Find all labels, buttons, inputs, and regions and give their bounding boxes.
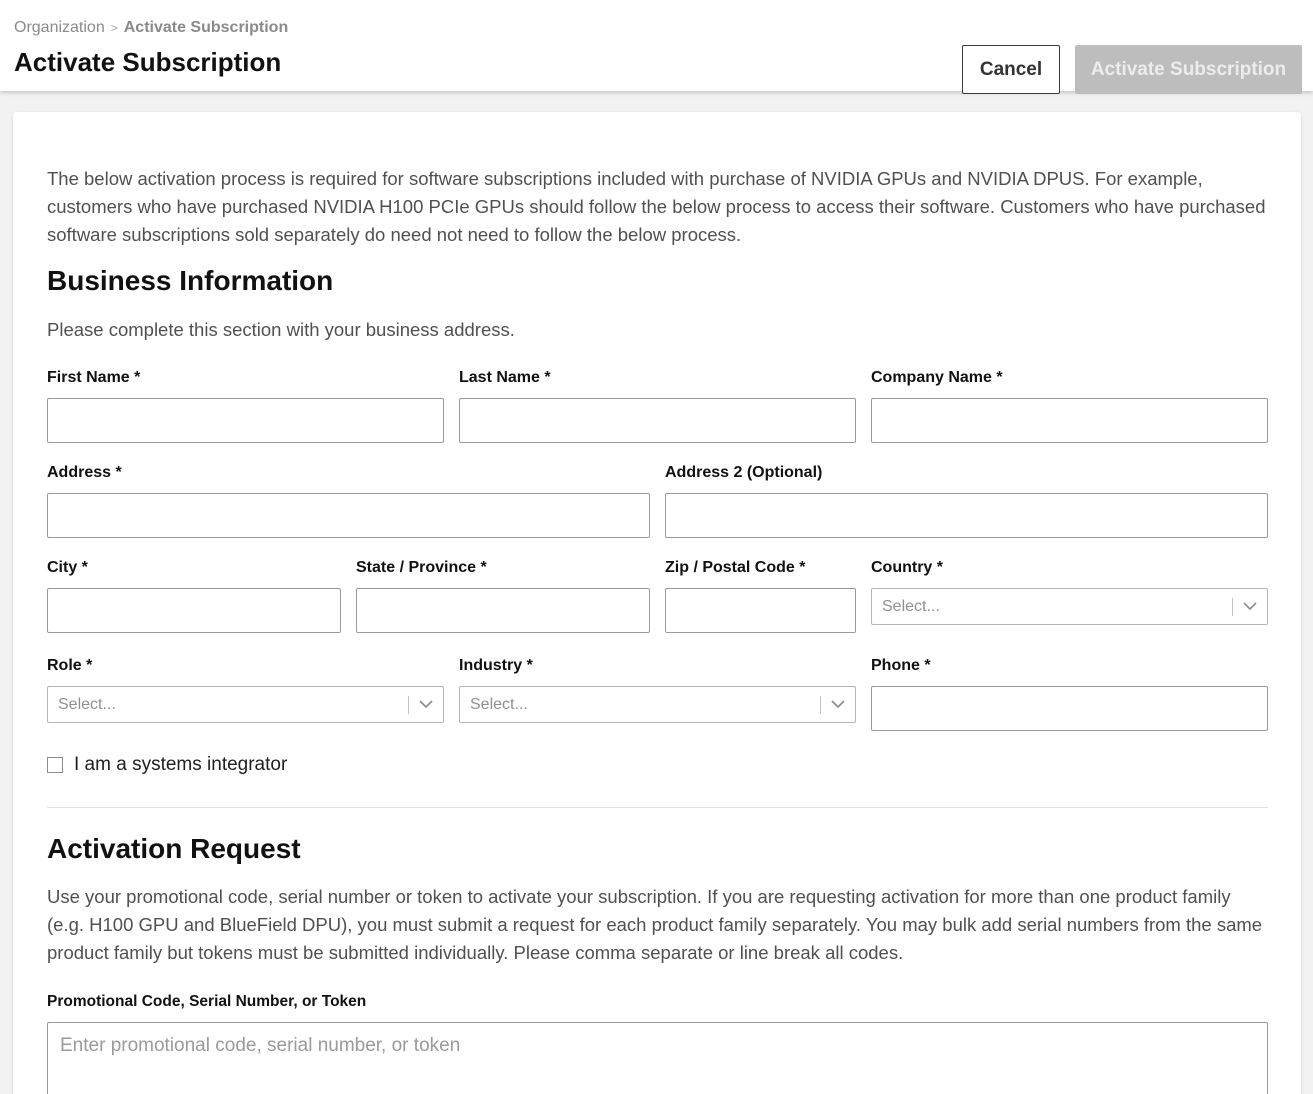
- company-name-input[interactable]: [871, 398, 1268, 443]
- page-header: [0, 0, 1313, 91]
- business-info-title: Business Information: [47, 265, 334, 296]
- state-input[interactable]: [356, 588, 650, 633]
- address-label: Address *: [47, 464, 122, 481]
- chevron-down-icon[interactable]: [409, 687, 443, 722]
- country-label: Country *: [871, 559, 943, 576]
- business-info-subtitle: Please complete this section with your business address.: [47, 319, 515, 340]
- systems-integrator-label[interactable]: I am a systems integrator: [74, 754, 288, 775]
- systems-integrator-checkbox[interactable]: [47, 757, 63, 773]
- country-select[interactable]: [871, 588, 1268, 625]
- phone-label: Phone *: [871, 657, 931, 674]
- first-name-label: First Name *: [47, 369, 141, 386]
- zip-input[interactable]: [665, 588, 856, 633]
- state-label: State / Province *: [356, 559, 487, 576]
- breadcrumb-current: Activate Subscription: [123, 19, 289, 36]
- form-card: [13, 112, 1301, 1094]
- industry-select[interactable]: [459, 686, 856, 723]
- intro-text: The below activation process is required for software subscriptions included with purchase of NVIDIA GPUs and NVIDIA DPUS. For example, customers who have purchased NVIDIA H100 PCIe GPUs should follow the below process to access their software. Customers who have purchased software subscriptions sold separately do need not need to follow the below process.: [47, 168, 1266, 245]
- section-divider: [47, 807, 1268, 808]
- address-input[interactable]: [47, 493, 650, 538]
- page-title: Activate Subscription: [14, 47, 282, 77]
- last-name-input[interactable]: [459, 398, 856, 443]
- role-label: Role *: [47, 657, 93, 674]
- industry-label: Industry *: [459, 657, 533, 674]
- code-label: Promotional Code, Serial Number, or Token: [47, 993, 367, 1010]
- address2-input[interactable]: [665, 493, 1268, 538]
- activate-subscription-button[interactable]: Activate Subscription: [1075, 45, 1302, 94]
- last-name-label: Last Name *: [459, 369, 551, 386]
- activation-request-title: Activation Request: [47, 833, 301, 864]
- city-label: City *: [47, 559, 88, 576]
- chevron-right-icon: >: [110, 21, 118, 35]
- chevron-down-icon[interactable]: [821, 687, 855, 722]
- breadcrumb-root-link[interactable]: Organization: [14, 19, 105, 36]
- first-name-input[interactable]: [47, 398, 444, 443]
- activation-request-description: Use your promotional code, serial number or token to activate your subscription. If you are requesting activation for more than one product family (e.g. H100 GPU and BlueField DPU), you must submit a request for each product family separately. You may bulk add serial numbers from the same product family but tokens must be submitted individually. Please comma separate or line break all codes.: [47, 886, 1263, 963]
- breadcrumb: [14, 19, 288, 37]
- role-select[interactable]: [47, 686, 444, 723]
- phone-input[interactable]: [871, 686, 1268, 731]
- role-select-placeholder: Select...: [58, 695, 116, 713]
- industry-select-placeholder: Select...: [470, 695, 528, 713]
- code-textarea[interactable]: Enter promotional code, serial number, or token: [47, 1022, 1268, 1094]
- city-input[interactable]: [47, 588, 341, 633]
- company-name-label: Company Name *: [871, 369, 1003, 386]
- cancel-button[interactable]: Cancel: [962, 45, 1060, 94]
- address2-label: Address 2 (Optional): [665, 464, 823, 481]
- zip-label: Zip / Postal Code *: [665, 559, 806, 576]
- country-select-placeholder: Select...: [882, 597, 940, 615]
- chevron-down-icon[interactable]: [1233, 589, 1267, 624]
